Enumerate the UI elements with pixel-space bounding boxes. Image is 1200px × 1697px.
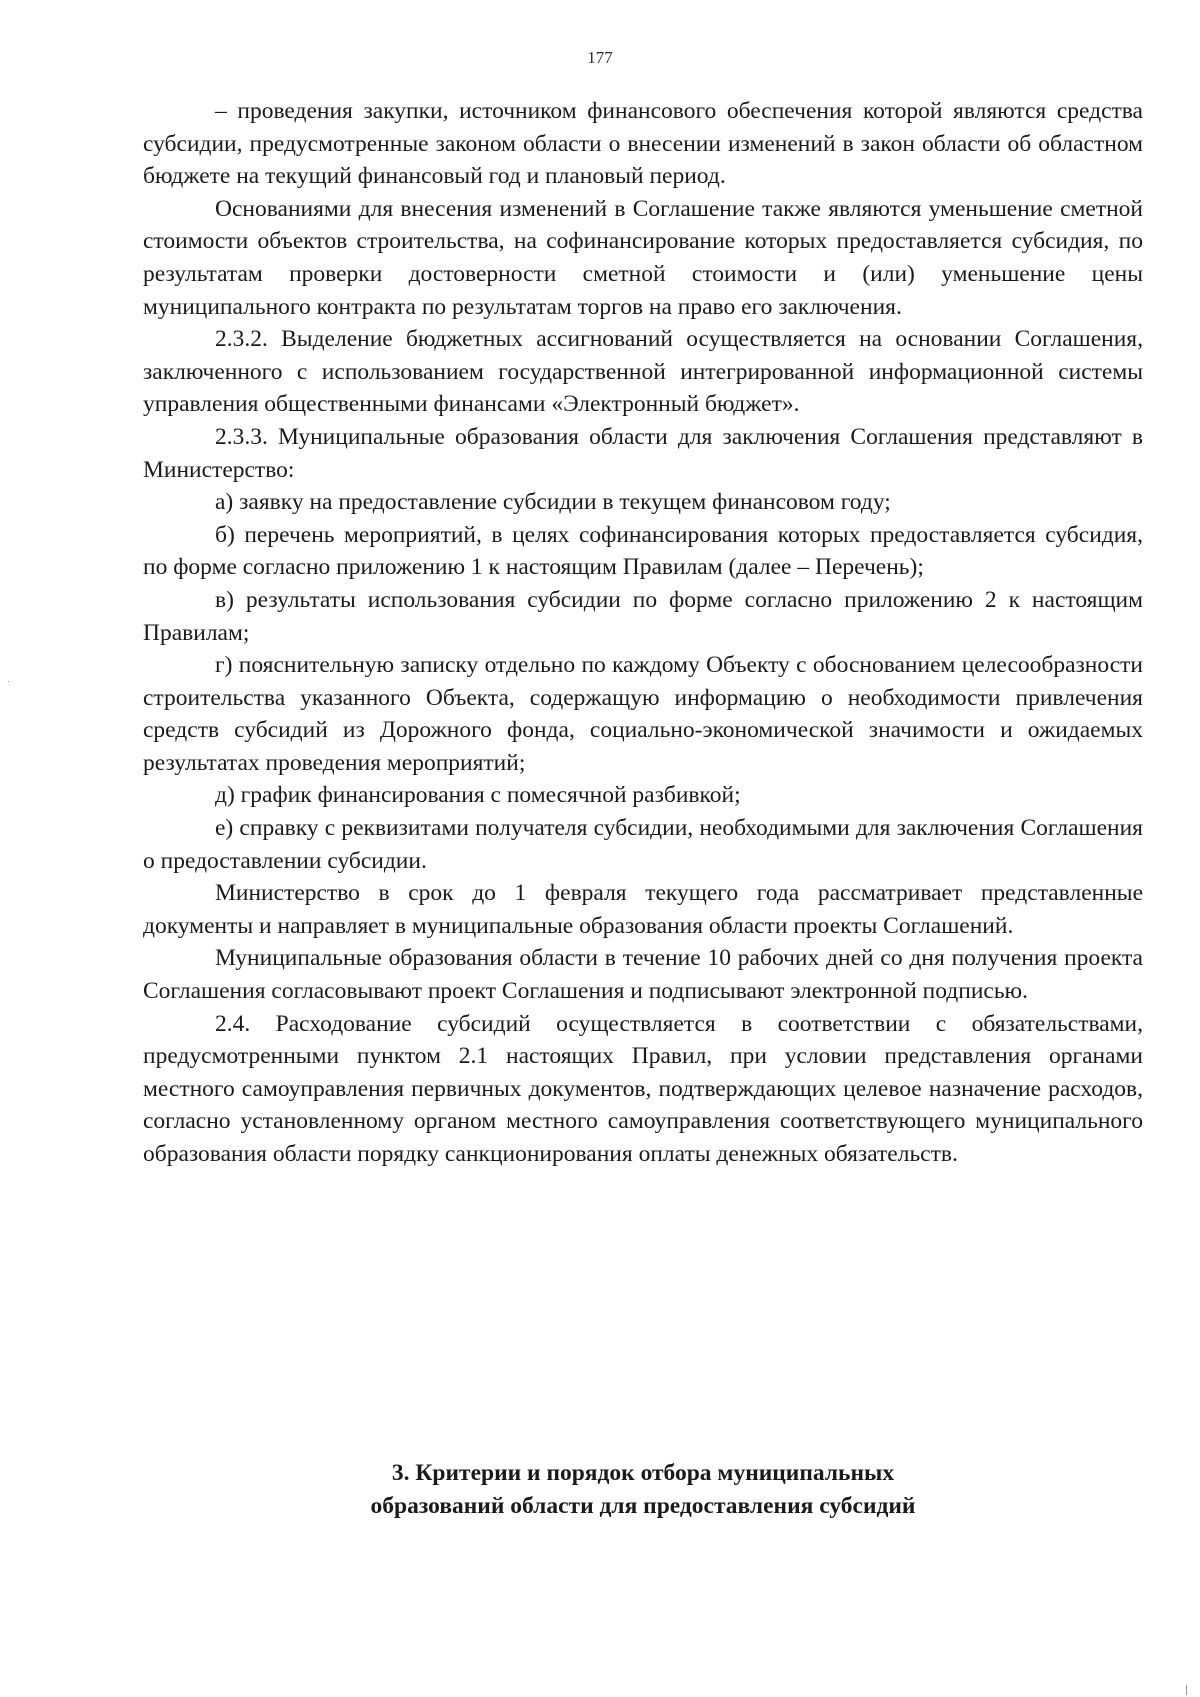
list-item-b: б) перечень мероприятий, в целях софинансирования которых предоставляется субсидия, по форме согласно приложению 1 к настоящим Правилам (далее – Перечень); [143, 521, 1143, 581]
paragraph-2-3-3: 2.3.3. Муниципальные образования области для заключения Соглашения представляют в Министерство: [143, 423, 1143, 483]
scan-speck [8, 681, 9, 682]
section-heading [143, 1457, 1143, 1522]
list-item-v: в) результаты использования субсидии по форме согласно приложению 2 к настоящим Правилам; [143, 586, 1143, 646]
scan-speck [1186, 1685, 1187, 1695]
paragraph-2-4: 2.4. Расходование субсидий осуществляется в соответствии с обязательствами, предусмотренными пунктом 2.1 настоящих Правил, при условии представления органами местного самоуправления первичных документов, подтверждающих целевое назначение расходов, согласно установленному органом местного самоуправления соответствующего муниципального образования области порядку санкционирования оплаты денежных обязательств. [143, 1010, 1143, 1167]
paragraph-grounds-for-changes: Основаниями для внесения изменений в Соглашение также являются уменьшение сметной стоимости объектов строительства, на софинансирование которых предоставляется субсидия, по результатам проверки достоверности сметной стоимости и (или) уменьшение цены муниципального контракта по результатам торгов на право его заключения. [143, 195, 1143, 320]
list-item-g: г) пояснительную записку отдельно по каждому Объекту с обоснованием целесообразности строительства указанного Объекта, содержащую информацию о необходимости привлечения средств субсидий из Дорожного фонда, социально-экономической значимости и ожидаемых результатах проведения мероприятий; [143, 652, 1143, 776]
body-text [143, 95, 1143, 1171]
paragraph-ministry-review: Министерство в срок до 1 февраля текущего года рассматривает представленные документы и направляет в муниципальные образования области проекты Соглашений. [143, 880, 1143, 939]
list-item-d: д) график финансирования с помесячной разбивкой; [215, 782, 741, 809]
list-item-e: е) справку с реквизитами получателя субсидии, необходимыми для заключения Соглашения о предоставлении субсидии. [143, 815, 1143, 874]
list-item-a: а) заявку на предоставление субсидии в текущем финансовом году; [215, 489, 891, 516]
section-heading-line-1: 3. Критерии и порядок отбора муниципальных [391, 1460, 895, 1486]
page-number: 177 [587, 48, 613, 67]
paragraph-procurement: – проведения закупки, источником финансового обеспечения которой являются средства субсидии, предусмотренные законом области о внесении изменений в закон области об областном бюджете на текущий финансовый год и плановый период. [143, 98, 1143, 190]
section-heading-line-2: образований области для предоставления субсидий [370, 1492, 916, 1519]
paragraph-2-3-2: 2.3.2. Выделение бюджетных ассигнований осуществляется на основании Соглашения, заключенного с использованием государственной интегрированной информационной системы управления общественными финансами «Электронный бюджет». [143, 326, 1143, 418]
paragraph-municipal-approval: Муниципальные образования области в течение 10 рабочих дней со дня получения проекта Соглашения согласовывают проект Соглашения и подписывают электронной подписью. [143, 945, 1143, 1005]
